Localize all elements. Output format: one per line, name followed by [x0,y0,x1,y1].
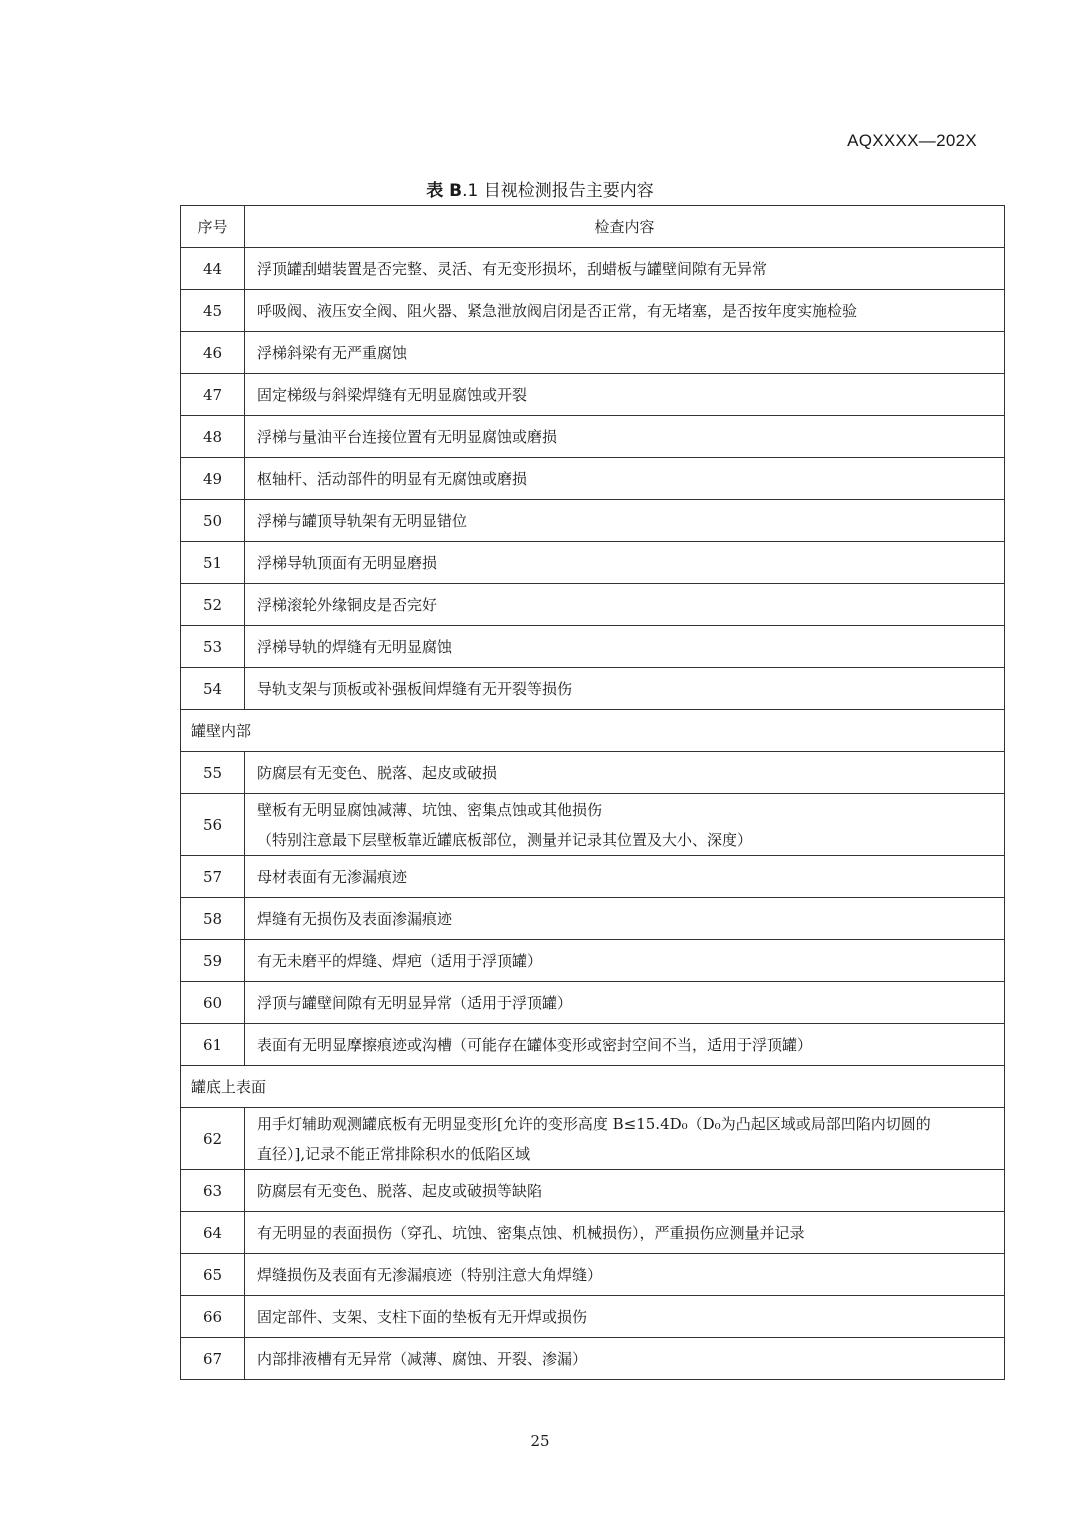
row-number: 54 [181,668,245,710]
table-row [181,374,1005,416]
row-number: 58 [181,898,245,940]
table-row [181,1338,1005,1380]
row-content: 浮梯与量油平台连接位置有无明显腐蚀或磨损 [245,416,1005,458]
row-content: 浮顶与罐壁间隙有无明显异常（适用于浮顶罐） [245,982,1005,1024]
row-number: 51 [181,542,245,584]
row-content: 防腐层有无变色、脱落、起皮或破损等缺陷 [245,1170,1005,1212]
row-number: 46 [181,332,245,374]
row-content-line: 用手灯辅助观测罐底板有无明显变形[允许的变形高度 B≤15.4D₀（D₀为凸起区域或局部凹陷内切圆的 [257,1114,931,1133]
table-row [181,332,1005,374]
column-header-number: 序号 [181,206,245,248]
row-content: 母材表面有无渗漏痕迹 [245,856,1005,898]
table-row [181,416,1005,458]
section-label: 罐底上表面 [181,1066,1005,1108]
row-number: 44 [181,248,245,290]
section-row-tank-wall-interior [181,710,1005,752]
row-content: 浮梯导轨的焊缝有无明显腐蚀 [245,626,1005,668]
table-title-name: .1 目视检测报告主要内容 [462,181,654,201]
table-row [181,794,1005,856]
row-content: 有无明显的表面损伤（穿孔、坑蚀、密集点蚀、机械损伤），严重损伤应测量并记录 [245,1212,1005,1254]
row-content: 焊缝损伤及表面有无渗漏痕迹（特别注意大角焊缝） [245,1254,1005,1296]
row-content: 内部排液槽有无异常（减薄、腐蚀、开裂、渗漏） [245,1338,1005,1380]
table-row [181,248,1005,290]
row-number: 50 [181,500,245,542]
table-row [181,940,1005,982]
row-number: 65 [181,1254,245,1296]
table-row [181,626,1005,668]
inspection-table [180,205,1005,1380]
row-number: 49 [181,458,245,500]
row-content [245,1108,1005,1170]
row-content: 浮梯与罐顶导轨架有无明显错位 [245,500,1005,542]
row-content: 固定部件、支架、支柱下面的垫板有无开焊或损伤 [245,1296,1005,1338]
row-number: 59 [181,940,245,982]
table-row [181,982,1005,1024]
row-content: 浮梯斜梁有无严重腐蚀 [245,332,1005,374]
row-number: 66 [181,1296,245,1338]
row-content-line: 壁板有无明显腐蚀减薄、坑蚀、密集点蚀或其他损伤 [257,800,603,819]
row-number: 64 [181,1212,245,1254]
document-code: AQXXXX—202X [847,131,977,150]
row-number: 48 [181,416,245,458]
row-content: 有无未磨平的焊缝、焊疤（适用于浮顶罐） [245,940,1005,982]
row-number: 60 [181,982,245,1024]
row-content: 表面有无明显摩擦痕迹或沟槽（可能存在罐体变形或密封空间不当，适用于浮顶罐） [245,1024,1005,1066]
row-number: 56 [181,794,245,856]
column-header-content: 检查内容 [245,206,1005,248]
page-number: 25 [530,1432,550,1450]
row-number: 53 [181,626,245,668]
table-row [181,458,1005,500]
row-content [245,794,1005,856]
row-content: 焊缝有无损伤及表面渗漏痕迹 [245,898,1005,940]
row-number: 61 [181,1024,245,1066]
row-number: 62 [181,1108,245,1170]
row-content: 固定梯级与斜梁焊缝有无明显腐蚀或开裂 [245,374,1005,416]
table-row [181,584,1005,626]
table-row [181,1108,1005,1170]
table-row [181,1296,1005,1338]
section-row-tank-bottom-surface [181,1066,1005,1108]
row-content: 呼吸阀、液压安全阀、阻火器、紧急泄放阀启闭是否正常，有无堵塞，是否按年度实施检验 [245,290,1005,332]
row-content: 防腐层有无变色、脱落、起皮或破损 [245,752,1005,794]
table-row [181,752,1005,794]
row-number: 63 [181,1170,245,1212]
row-content-line: 直径）],记录不能正常排除积水的低陷区域 [257,1144,531,1163]
table-row [181,542,1005,584]
table-row [181,898,1005,940]
table-row [181,1212,1005,1254]
row-number: 52 [181,584,245,626]
table-row [181,1170,1005,1212]
row-number: 55 [181,752,245,794]
table-title-prefix: 表 B [426,181,463,201]
table-row [181,1254,1005,1296]
section-label: 罐壁内部 [181,710,1005,752]
row-content: 枢轴杆、活动部件的明显有无腐蚀或磨损 [245,458,1005,500]
table-row [181,1024,1005,1066]
table-row [181,290,1005,332]
row-content: 浮梯滚轮外缘铜皮是否完好 [245,584,1005,626]
table-row [181,500,1005,542]
row-content: 浮梯导轨顶面有无明显磨损 [245,542,1005,584]
row-number: 47 [181,374,245,416]
row-number: 67 [181,1338,245,1380]
table-row [181,856,1005,898]
table-title [0,176,1080,201]
table-row [181,668,1005,710]
row-number: 45 [181,290,245,332]
row-number: 57 [181,856,245,898]
table-header-row [181,206,1005,248]
row-content-line: （特别注意最下层壁板靠近罐底板部位，测量并记录其位置及大小、深度） [257,830,753,849]
row-content: 浮顶罐刮蜡装置是否完整、灵活、有无变形损坏，刮蜡板与罐壁间隙有无异常 [245,248,1005,290]
row-content: 导轨支架与顶板或补强板间焊缝有无开裂等损伤 [245,668,1005,710]
